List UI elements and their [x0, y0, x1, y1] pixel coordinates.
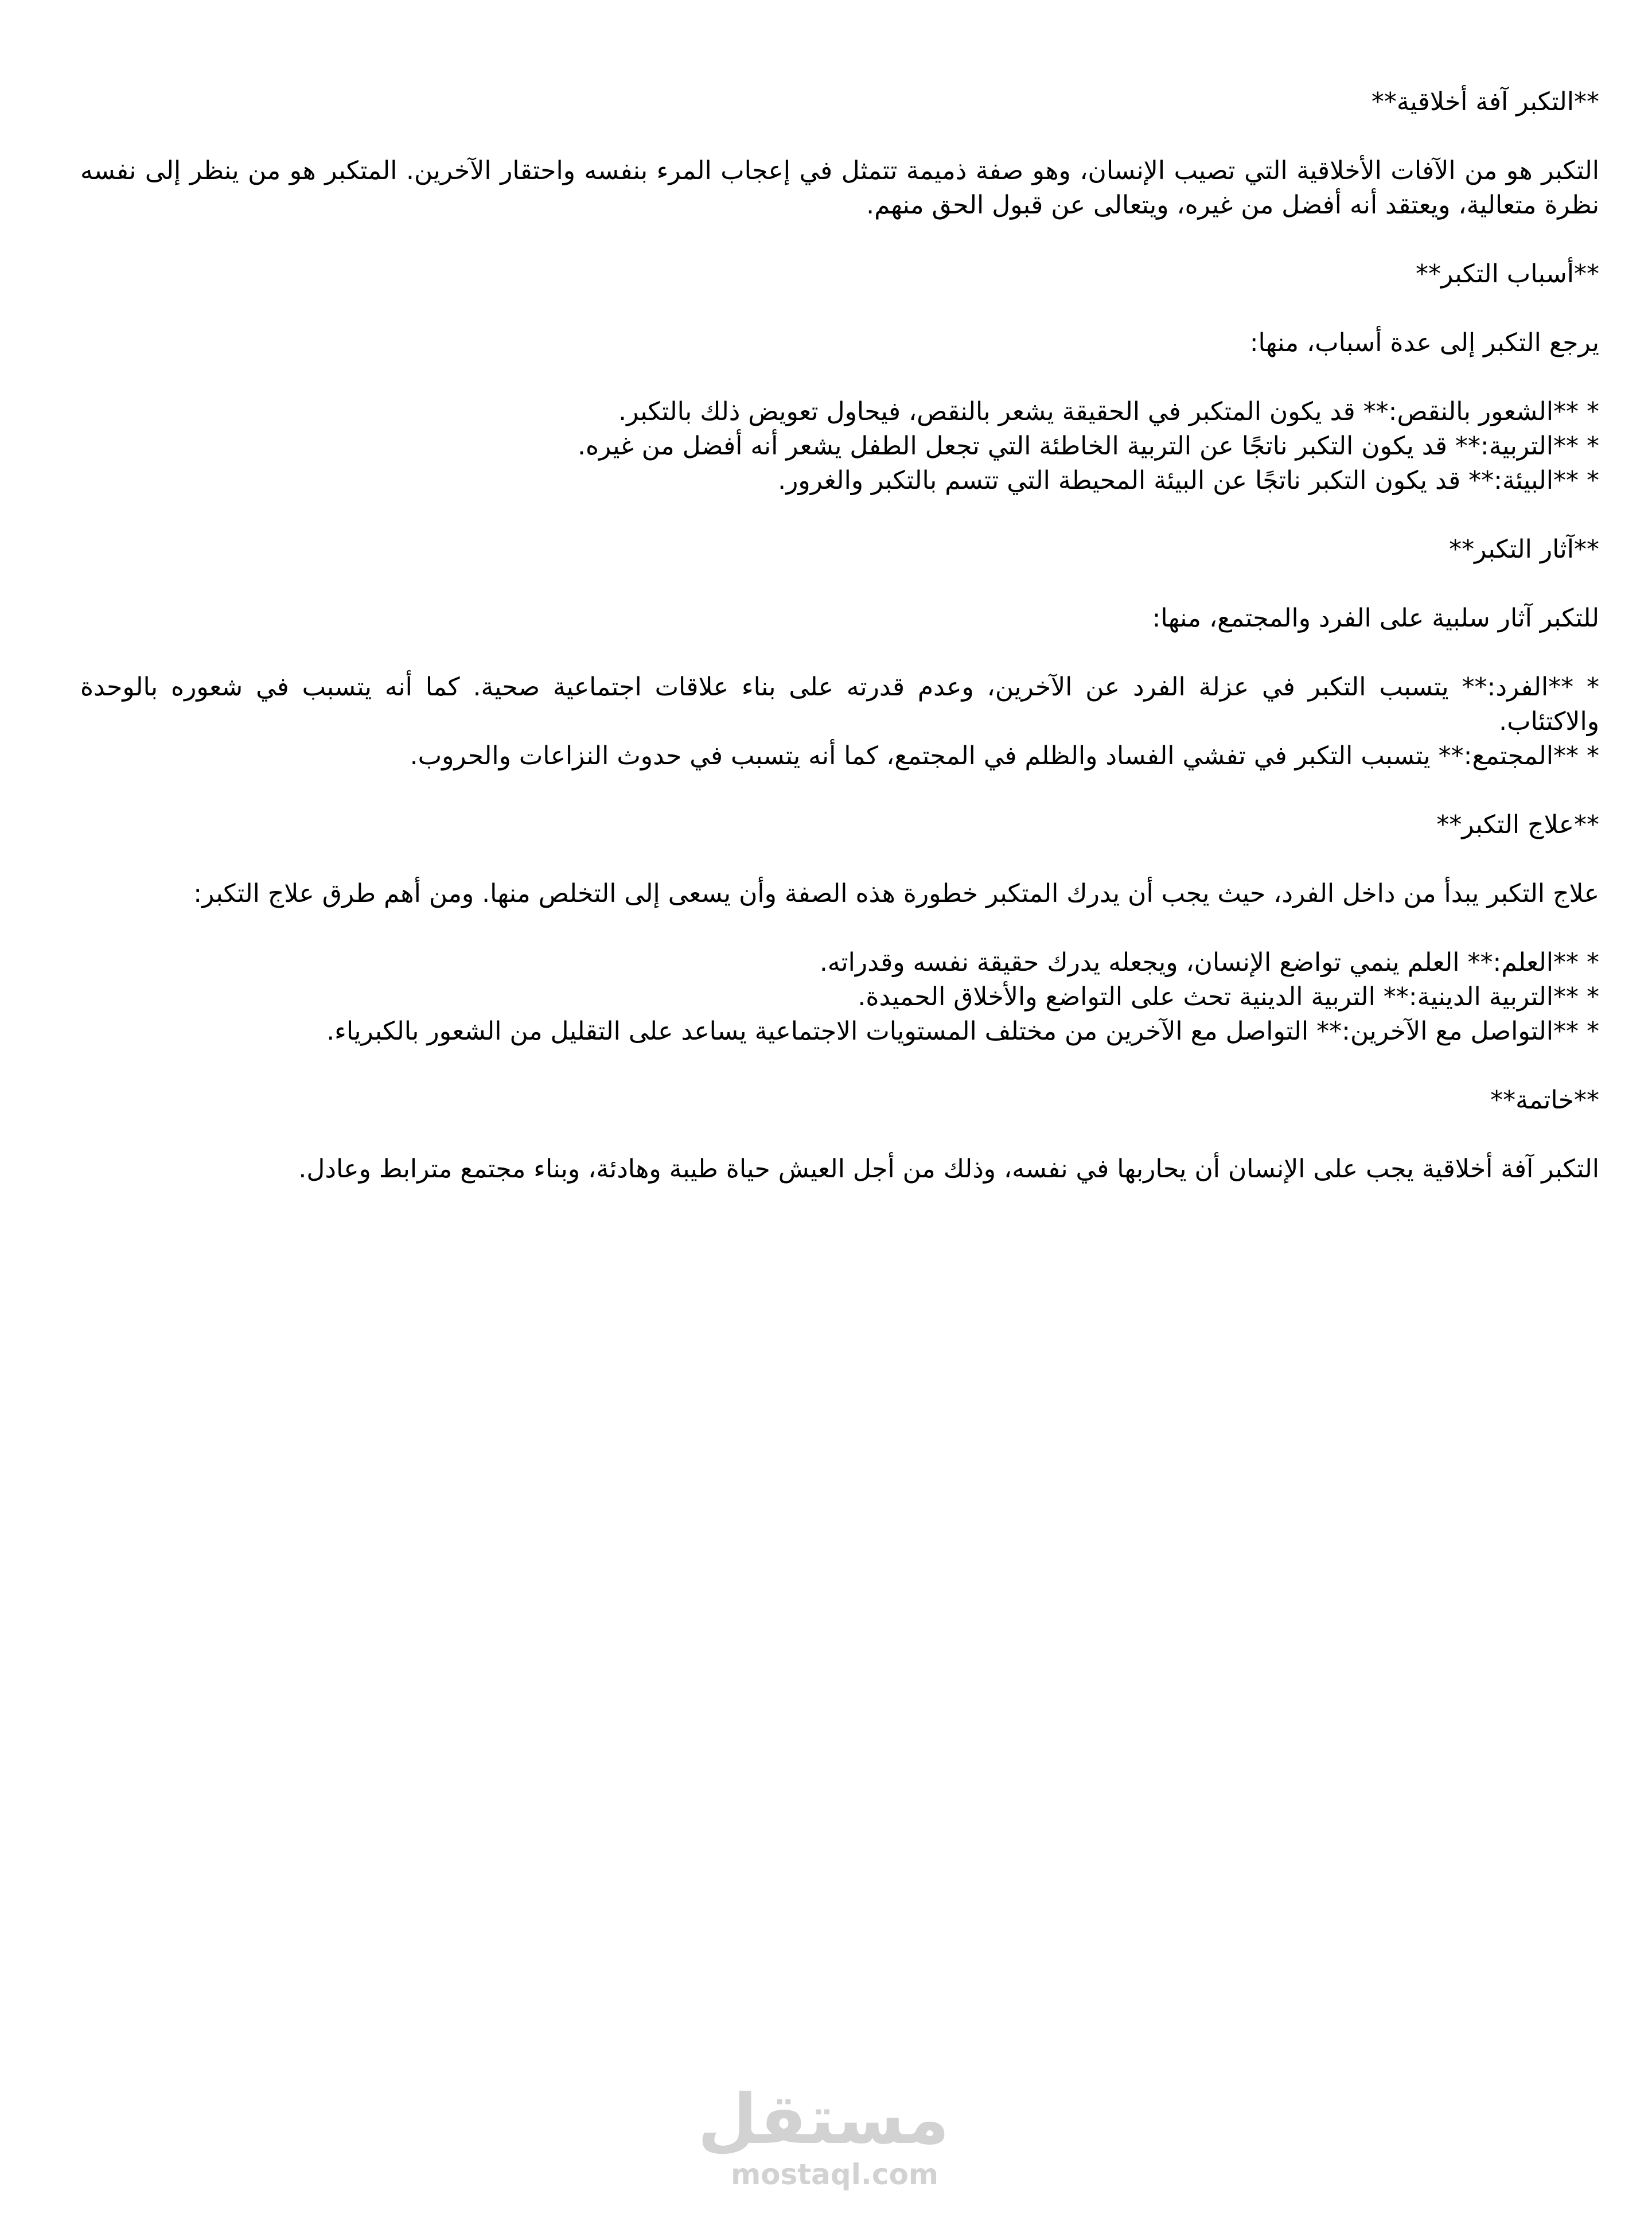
treatment-lead: علاج التكبر يبدأ من داخل الفرد، حيث يجب أن يدرك المتكبر خطورة هذه الصفة وأن يسعى إلى التخلص منها. ومن أهم طرق علاج التكبر: — [193, 879, 1599, 908]
effects-list — [80, 670, 1599, 773]
list-item: * **الفرد:** يتسبب التكبر في عزلة الفرد عن الآخرين، وعدم قدرته على بناء علاقات اجتماعية صحية. كما أنه يتسبب في شعوره بالوحدة والاكتئاب. — [80, 672, 1599, 736]
watermark-logo — [698, 2080, 949, 2192]
effects-heading: **آثار التكبر** — [1449, 535, 1599, 564]
document-title: **التكبر آفة أخلاقية** — [1371, 87, 1599, 116]
conclusion-paragraph: التكبر آفة أخلاقية يجب على الإنسان أن يحاربها في نفسه، وذلك من أجل العيش حياة طيبة وهادئة، وبناء مجتمع مترابط وعادل. — [298, 1154, 1599, 1184]
list-item: * **البيئة:** قد يكون التكبر ناتجًا عن البيئة المحيطة التي تتسم بالتكبر والغرور. — [778, 466, 1599, 495]
list-item: * **المجتمع:** يتسبب التكبر في تفشي الفساد والظلم في المجتمع، كما أنه يتسبب في حدوث النزاعات والحروب. — [410, 741, 1599, 771]
causes-list — [80, 395, 1599, 498]
intro-paragraph: التكبر هو من الآفات الأخلاقية التي تصيب الإنسان، وهو صفة ذميمة تتمثل في إعجاب المرء بنفسه واحتقار الآخرين. المتكبر هو من ينظر إلى نفسه نظرة متعالية، ويعتقد أنه أفضل من غيره، ويتعالى عن قبول الحق منهم. — [80, 156, 1599, 220]
list-item: * **التربية الدينية:** التربية الدينية تحث على التواضع والأخلاق الحميدة. — [858, 982, 1599, 1012]
causes-heading: **أسباب التكبر** — [1416, 259, 1599, 289]
conclusion-heading: **خاتمة** — [1490, 1086, 1599, 1115]
list-item: * **التربية:** قد يكون التكبر ناتجًا عن التربية الخاطئة التي تجعل الطفل يشعر أنه أفضل من غيره. — [577, 431, 1599, 461]
watermark-arabic: مستقل — [698, 2080, 949, 2160]
effects-lead: للتكبر آثار سلبية على الفرد والمجتمع، منها: — [1152, 604, 1599, 633]
watermark-latin: mostaql.com — [731, 2158, 938, 2191]
treatment-heading: **علاج التكبر** — [1436, 810, 1599, 839]
document-body — [80, 85, 1599, 1221]
treatment-list — [80, 946, 1599, 1049]
causes-lead: يرجع التكبر إلى عدة أسباب، منها: — [1249, 328, 1599, 357]
list-item: * **الشعور بالنقص:** قد يكون المتكبر في الحقيقة يشعر بالنقص، فيحاول تعويض ذلك بالتكبر. — [618, 397, 1599, 426]
list-item: * **العلم:** العلم ينمي تواضع الإنسان، ويجعله يدرك حقيقة نفسه وقدراته. — [819, 948, 1599, 977]
list-item: * **التواصل مع الآخرين:** التواصل مع الآخرين من مختلف المستويات الاجتماعية يساعد على التقليل من الشعور بالكبرياء. — [326, 1017, 1599, 1046]
